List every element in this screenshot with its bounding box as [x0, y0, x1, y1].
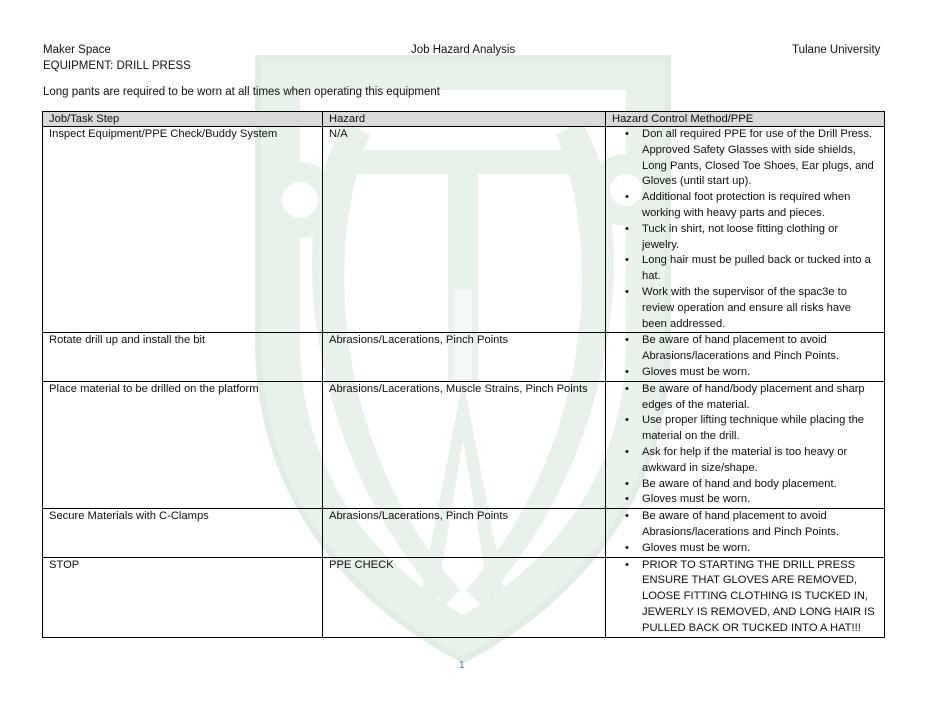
header-organization: Maker Space — [43, 44, 111, 56]
table-row — [43, 127, 885, 333]
column-header-step: Job/Task Step — [43, 112, 323, 127]
table-row — [43, 509, 885, 557]
task-step-cell: Inspect Equipment/PPE Check/Buddy System — [43, 127, 323, 333]
equipment-label: EQUIPMENT: DRILL PRESS — [43, 60, 191, 72]
table-row — [43, 333, 885, 381]
control-item: • Be aware of hand and body placement. — [642, 477, 878, 493]
table-header-row — [43, 112, 885, 127]
hazard-cell: Abrasions/Lacerations, Pinch Points — [323, 509, 606, 557]
control-list — [612, 509, 878, 556]
control-item: • Don all required PPE for use of the Drill Press. Approved Safety Glasses with side shields, Long Pants, Closed Toe Shoes, Ear plugs, and Gloves (until start up). — [642, 127, 878, 190]
control-method-cell — [606, 381, 885, 508]
requirement-note: Long pants are required to be worn at all times when operating this equipment — [43, 86, 440, 98]
control-item: • Be aware of hand placement to avoid Abrasions/lacerations and Pinch Points. — [642, 333, 878, 365]
hazard-cell: N/A — [323, 127, 606, 333]
control-list — [612, 558, 878, 637]
control-method-cell — [606, 509, 885, 557]
hazard-analysis-table — [42, 111, 885, 638]
control-method-cell — [606, 333, 885, 381]
control-list — [612, 333, 878, 380]
page-number: 1 — [459, 660, 465, 671]
control-item: • Work with the supervisor of the spac3e to review operation and ensure all risks have been addressed. — [642, 285, 878, 332]
header-university: Tulane University — [792, 44, 881, 56]
control-item: • Gloves must be worn. — [642, 365, 878, 381]
control-method-cell — [606, 127, 885, 333]
column-header-controls: Hazard Control Method/PPE — [606, 112, 885, 127]
table-row — [43, 557, 885, 637]
control-item: • Tuck in shirt, not loose fitting clothing or jewelry. — [642, 222, 878, 254]
control-item: • Be aware of hand/body placement and sharp edges of the material. — [642, 382, 878, 414]
control-item: • Gloves must be worn. — [642, 541, 878, 557]
control-method-cell — [606, 557, 885, 637]
control-list — [612, 127, 878, 332]
control-item: • PRIOR TO STARTING THE DRILL PRESS ENSURE THAT GLOVES ARE REMOVED, LOOSE FITTING CLOTHING IS TUCKED IN, JEWERLY IS REMOVED, AND LONG HAIR IS PULLED BACK OR TUCKED INTO A HAT!!! — [642, 558, 878, 637]
control-item: • Additional foot protection is required when working with heavy parts and pieces. — [642, 190, 878, 222]
control-item: • Gloves must be worn. — [642, 492, 878, 508]
task-step-cell: Rotate drill up and install the bit — [43, 333, 323, 381]
table-row — [43, 381, 885, 508]
control-item: • Be aware of hand placement to avoid Abrasions/lacerations and Pinch Points. — [642, 509, 878, 541]
task-step-cell: Place material to be drilled on the platform — [43, 381, 323, 508]
control-item: • Use proper lifting technique while placing the material on the drill. — [642, 413, 878, 445]
control-list — [612, 382, 878, 508]
hazard-cell: Abrasions/Lacerations, Pinch Points — [323, 333, 606, 381]
control-item: • Ask for help if the material is too heavy or awkward in size/shape. — [642, 445, 878, 477]
hazard-cell: Abrasions/Lacerations, Muscle Strains, Pinch Points — [323, 381, 606, 508]
task-step-cell: STOP — [43, 557, 323, 637]
control-item: • Long hair must be pulled back or tucked into a hat. — [642, 253, 878, 285]
column-header-hazard: Hazard — [323, 112, 606, 127]
task-step-cell: Secure Materials with C-Clamps — [43, 509, 323, 557]
hazard-cell: PPE CHECK — [323, 557, 606, 637]
header-document-title: Job Hazard Analysis — [411, 44, 516, 56]
